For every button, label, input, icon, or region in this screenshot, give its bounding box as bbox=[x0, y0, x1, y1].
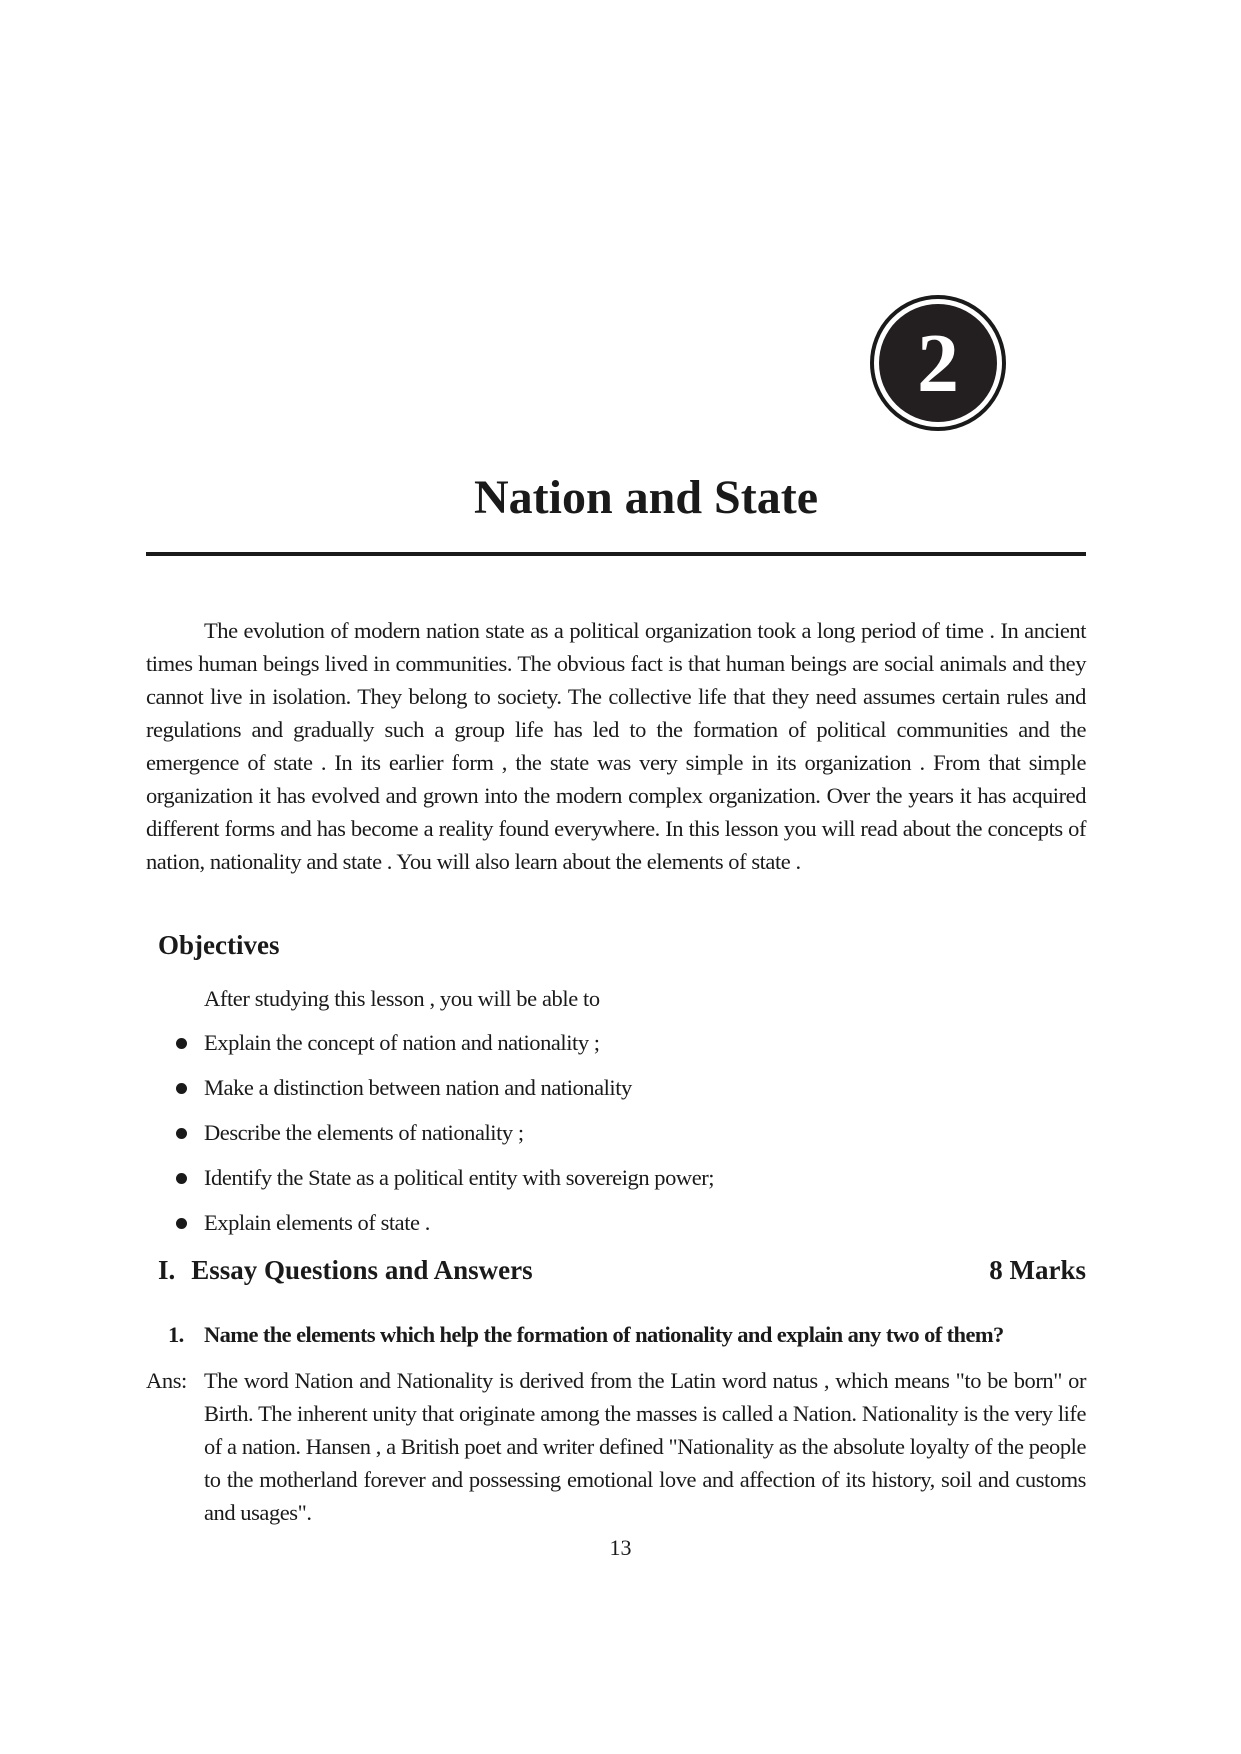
essay-marks: 8 Marks bbox=[989, 1255, 1086, 1285]
objective-text: Describe the elements of nationality ; bbox=[204, 1120, 524, 1145]
objective-text: Explain the concept of nation and nationality ; bbox=[204, 1030, 600, 1055]
question-text: Name the elements which help the formation of nationality and explain any two of them? bbox=[204, 1322, 1004, 1347]
intro-paragraph: The evolution of modern nation state as a political organization took a long period of time . In ancient times human beings lived in communities. The obvious fact is that human beings are social animals and they cannot live in isolation. They belong to society. The collective life that they need assumes certain rules and regulations and gradually such a group life has led to the formation of political communities and the emergence of state . In its earlier form , the state was very simple in its organization . From that simple organization it has evolved and grown into the modern complex organization. Over the years it has acquired different forms and has become a reality found everywhere. In this lesson you will read about the concepts of nation, nationality and state . You will also learn about the elements of state . bbox=[146, 618, 1086, 874]
objective-text: Identify the State as a political entity with sovereign power; bbox=[204, 1165, 715, 1190]
page-number: 13 bbox=[609, 1535, 632, 1560]
answer-label: Ans: bbox=[146, 1368, 187, 1393]
chapter-number-badge bbox=[870, 295, 1006, 431]
bullet-icon bbox=[176, 1173, 187, 1184]
objective-item bbox=[170, 1206, 714, 1251]
chapter-title: Nation and State bbox=[473, 471, 819, 524]
objective-item bbox=[170, 1071, 714, 1116]
essay-heading-title bbox=[158, 1253, 533, 1287]
question-number: 1. bbox=[168, 1322, 184, 1347]
bullet-icon bbox=[176, 1218, 187, 1229]
answer-text: The word Nation and Nationality is derived from the Latin word natus , which means "to be born" or Birth. The inherent unity that originate among the masses is called a Nation. Nationality is the very life of a nation. Hansen , a British poet and writer defined "Nationality as the absolute loyalty of the people to the motherland forever and possessing emotional love and affection of its history, soil and customs and usages". bbox=[204, 1368, 1086, 1525]
essay-section-number: I. bbox=[158, 1255, 176, 1285]
bullet-icon bbox=[176, 1083, 187, 1094]
objective-item bbox=[170, 1161, 714, 1206]
bullet-icon bbox=[176, 1128, 187, 1139]
objective-item bbox=[170, 1116, 714, 1161]
objective-item bbox=[170, 1026, 714, 1071]
objective-text: Make a distinction between nation and nationality bbox=[204, 1075, 632, 1100]
chapter-number: 2 bbox=[917, 317, 959, 410]
essay-section-title: Essay Questions and Answers bbox=[191, 1255, 533, 1285]
question bbox=[168, 1318, 1088, 1351]
title-divider bbox=[146, 552, 1086, 556]
objectives-lead: After studying this lesson , you will be able to bbox=[204, 986, 600, 1011]
objectives-list bbox=[170, 1026, 714, 1251]
essay-section-heading bbox=[158, 1253, 1086, 1287]
objective-text: Explain elements of state . bbox=[204, 1210, 430, 1235]
objectives-heading: Objectives bbox=[158, 930, 280, 960]
bullet-icon bbox=[176, 1038, 187, 1049]
chapter-number-circle bbox=[879, 304, 997, 422]
